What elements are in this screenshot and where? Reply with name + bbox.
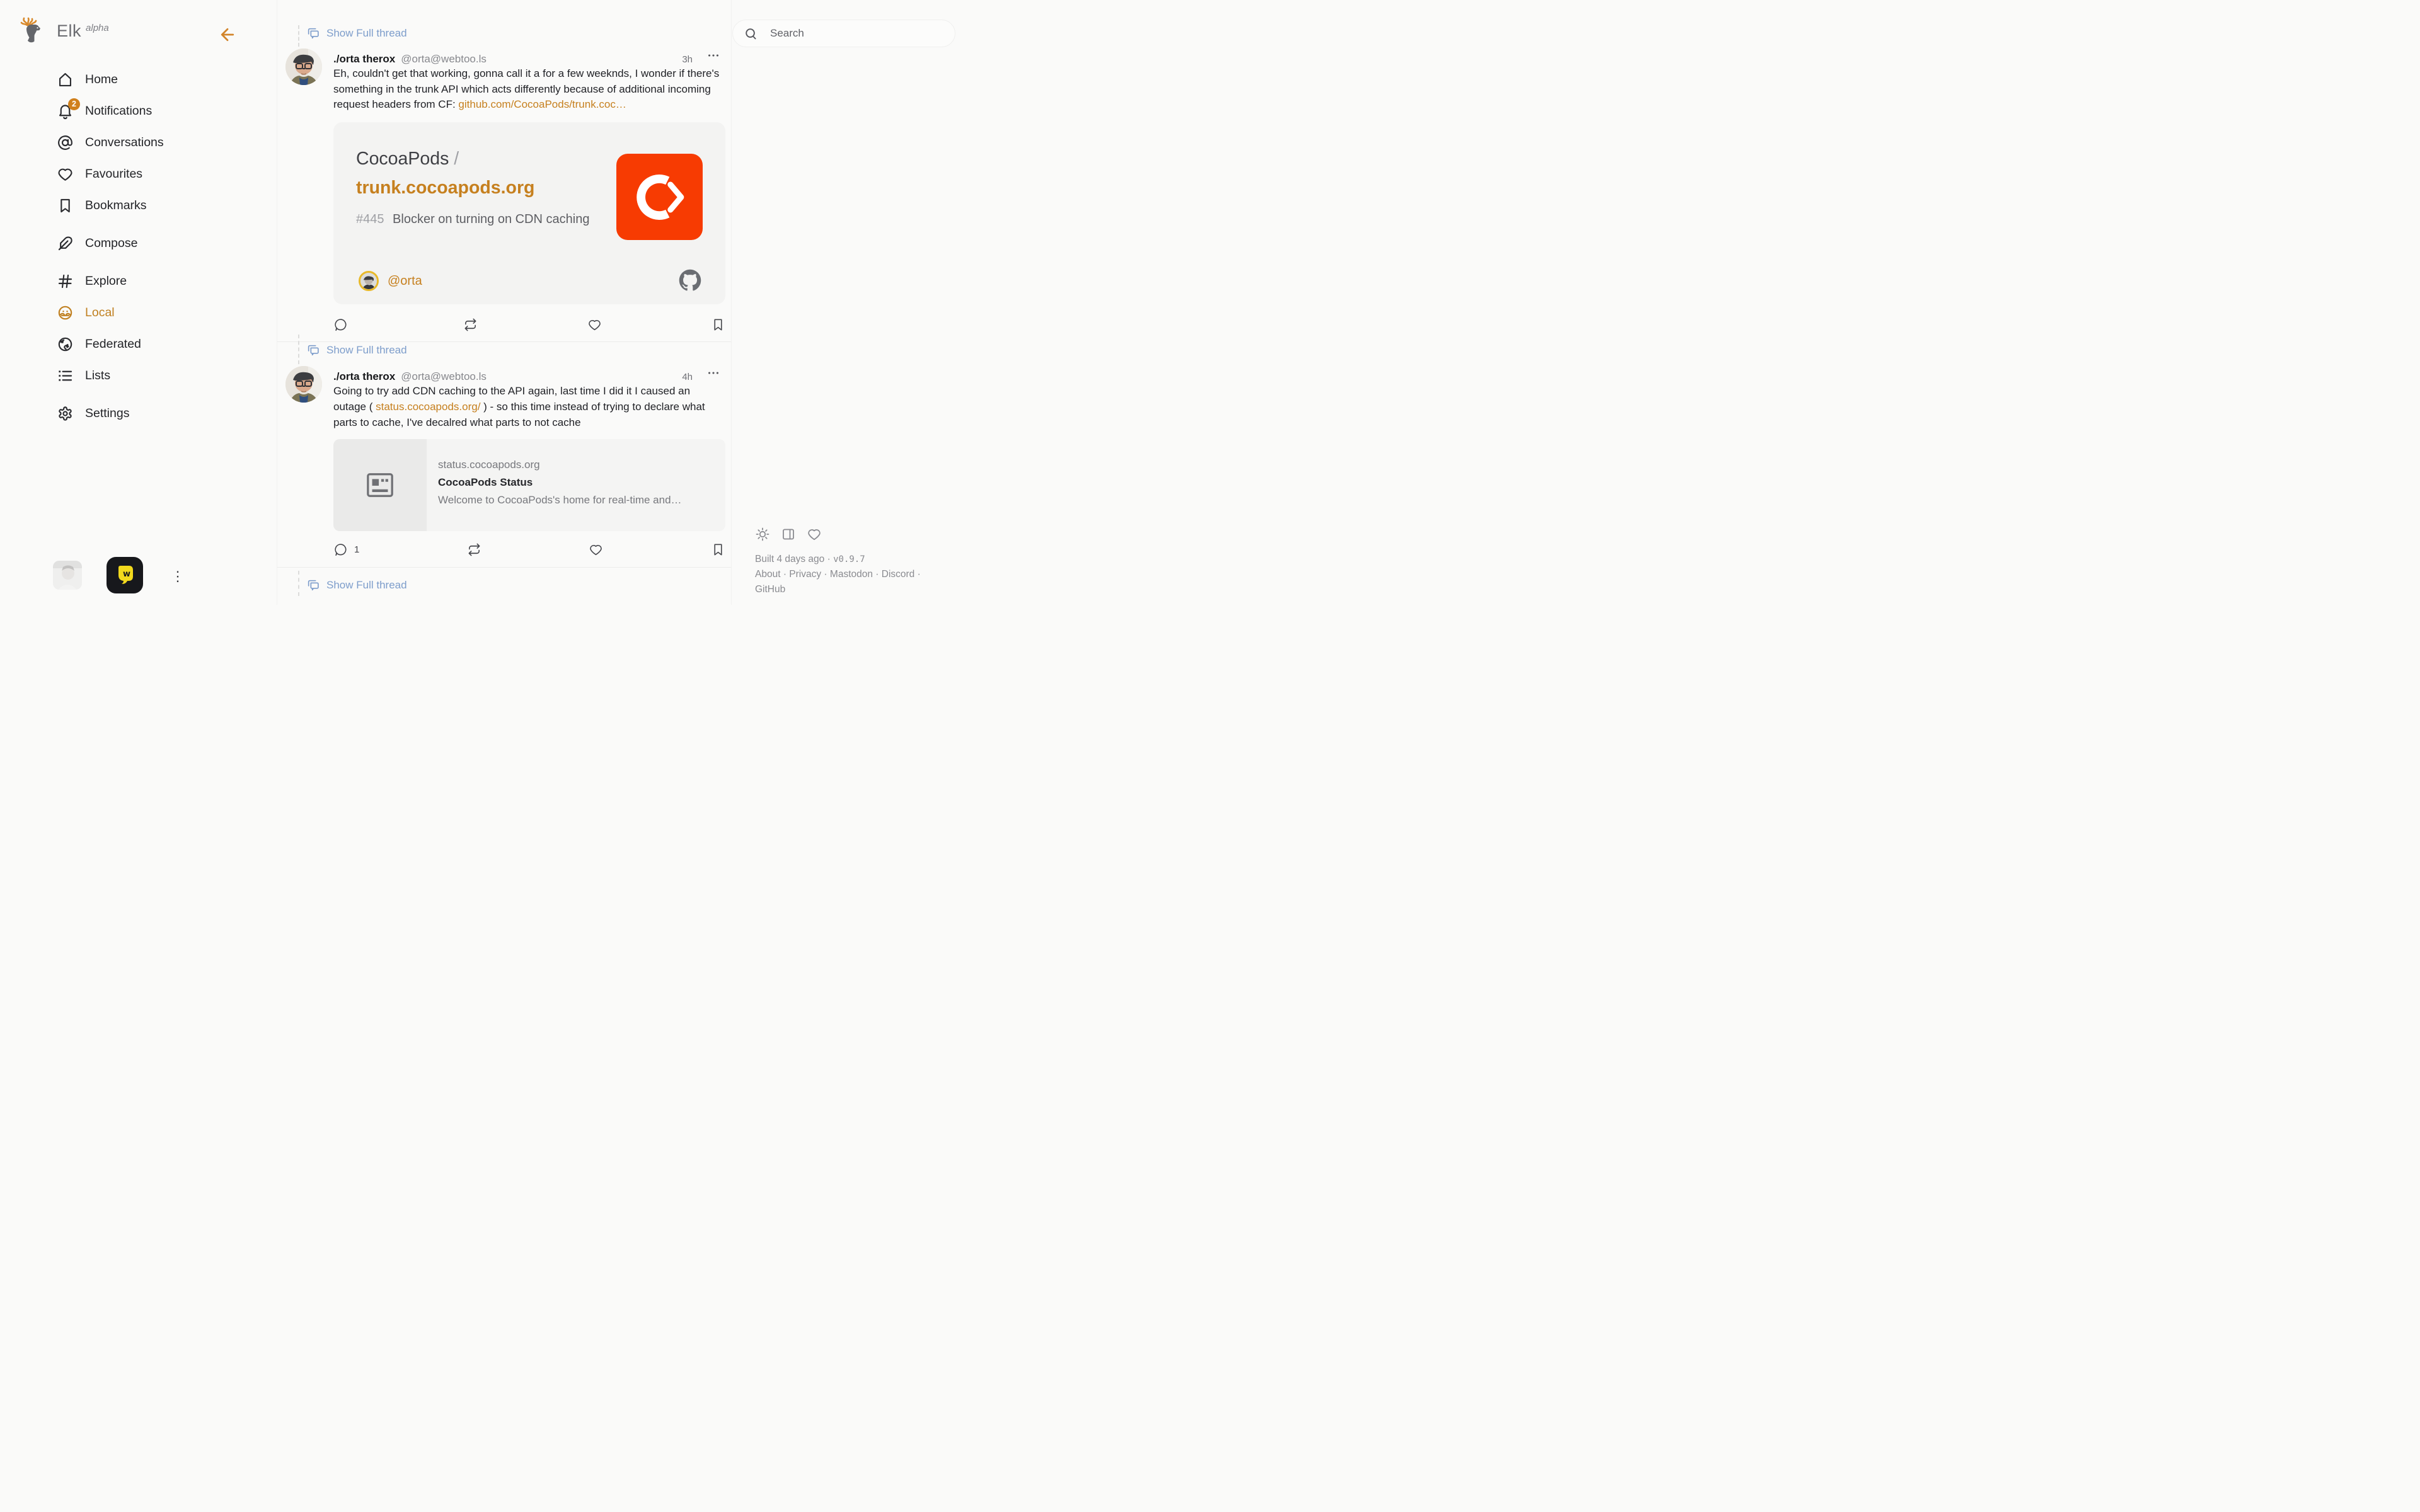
author-handle[interactable]: @orta@webtoo.ls <box>401 370 487 383</box>
ellipsis-icon <box>706 49 720 62</box>
search-bar[interactable] <box>732 20 955 47</box>
svg-text:w: w <box>122 570 131 579</box>
link-description: Welcome to CocoaPods's home for real-time and… <box>438 494 682 507</box>
post-actions <box>333 541 725 558</box>
elk-app <box>0 0 968 605</box>
app-version-badge: alpha <box>86 23 109 33</box>
footer-link-mastodon[interactable]: Mastodon <box>829 569 873 580</box>
footer-links: About · Privacy · Mastodon · Discord · GitHub <box>755 569 921 595</box>
post-body: Eh, couldn't get that working, gonna call it a for a few weeknds, I wonder if there's something in the trunk API which acts differently because of additional incoming request headers from CF: github.com/CocoaPods/trunk.coc… <box>333 67 720 111</box>
footer-icons <box>755 527 822 542</box>
collapse-sidebar-button[interactable] <box>218 25 237 44</box>
timeline <box>277 0 732 605</box>
thread-connector-dash <box>298 571 299 596</box>
favourite-button[interactable] <box>589 542 603 557</box>
cocoapods-trunk-logo <box>616 154 703 240</box>
app-version: v0.9.7 <box>833 554 865 564</box>
footer-link-about[interactable]: About <box>755 569 781 580</box>
sidebar-item-compose[interactable] <box>0 227 277 259</box>
issue-author-handle: @orta <box>388 273 422 288</box>
sidebar-item-settings[interactable] <box>0 398 277 429</box>
list-icon <box>57 367 74 384</box>
sidebar-item-bookmarks[interactable] <box>0 190 277 221</box>
thread-icon <box>306 26 320 40</box>
thread-icon <box>306 578 320 592</box>
show-full-thread-link[interactable] <box>277 342 407 358</box>
sidebar <box>0 0 277 605</box>
sidebar-item-home[interactable] <box>0 64 277 95</box>
post-time: 4h <box>682 372 693 383</box>
sidebar-item-label: Local <box>85 305 115 319</box>
home-icon <box>57 71 74 88</box>
sidebar-item-label: Home <box>85 72 118 86</box>
reply-button[interactable] <box>333 542 359 557</box>
elk-logo-icon <box>19 16 49 45</box>
search-input[interactable] <box>770 27 928 40</box>
sidebar-nav <box>0 64 277 429</box>
bookmark-icon <box>57 197 74 214</box>
people-icon <box>57 304 74 321</box>
repo-org: CocoaPods / <box>356 149 459 169</box>
link-title: CocoaPods Status <box>438 476 533 489</box>
avatar-photo <box>285 366 322 403</box>
boost-icon <box>467 542 481 557</box>
post-inline-link[interactable]: status.cocoapods.org/ <box>376 400 481 413</box>
author-avatar[interactable] <box>285 366 322 403</box>
hash-icon <box>57 273 74 290</box>
arrow-left-icon <box>218 25 237 44</box>
bell-icon <box>57 100 76 120</box>
favourite-button[interactable] <box>587 318 602 332</box>
author-name[interactable]: ./orta therox <box>333 53 396 65</box>
footer-link-github[interactable]: GitHub <box>755 583 786 595</box>
post-options-button[interactable] <box>706 366 720 380</box>
heart-icon <box>587 318 602 332</box>
repo-name: trunk.cocoapods.org <box>356 178 535 198</box>
at-icon <box>57 134 74 151</box>
sidebar-item-label: Bookmarks <box>85 198 147 212</box>
bookmark-icon <box>711 542 725 557</box>
sidebar-item-label: Federated <box>85 336 141 351</box>
instance-webtools-icon[interactable] <box>107 557 143 593</box>
post <box>277 342 731 568</box>
post-time: 3h <box>682 54 693 65</box>
sidebar-item-label: Notifications <box>85 103 153 118</box>
feather-icon <box>57 235 74 252</box>
sponsor-heart-icon[interactable] <box>807 527 822 542</box>
sidebar-item-label: Compose <box>85 236 138 250</box>
post-body: Going to try add CDN caching to the API again, last time I did it I caused an outage ( status.cocoapods.org/ ) - so this time instead of trying to declare what parts to cache, I've decalred what parts to not cache <box>333 385 705 428</box>
theme-toggle-sun-icon[interactable] <box>755 527 770 542</box>
sidebar-item-local[interactable] <box>0 297 277 328</box>
boost-icon <box>463 318 478 332</box>
bookmark-button[interactable] <box>711 542 725 557</box>
github-octocat-icon <box>679 269 701 292</box>
zen-mode-layout-icon[interactable] <box>781 527 796 542</box>
notification-count-badge: 2 <box>68 98 80 110</box>
sidebar-item-label: Favourites <box>85 166 143 181</box>
github-link-preview-card[interactable] <box>333 122 725 304</box>
app-name: Elk <box>57 21 82 40</box>
app-logo[interactable] <box>19 16 109 45</box>
boost-button[interactable] <box>463 318 478 332</box>
thread-connector-dash <box>298 25 299 47</box>
thread-label: Show Full thread <box>326 27 407 39</box>
author-handle[interactable]: @orta@webtoo.ls <box>401 53 487 65</box>
reply-icon <box>333 318 348 332</box>
sidebar-item-label: Settings <box>85 406 130 420</box>
ellipsis-icon <box>706 366 720 380</box>
link-preview-thumbnail <box>333 439 427 531</box>
footer-text <box>755 552 952 597</box>
avatar-photo <box>285 49 322 85</box>
bookmark-button[interactable] <box>711 318 725 332</box>
bookmark-icon <box>711 318 725 332</box>
mastodon-instance-logo <box>112 563 137 588</box>
globe-icon <box>57 336 74 353</box>
thread-icon <box>306 343 320 357</box>
post-options-button[interactable] <box>706 49 720 62</box>
footer-link-discord[interactable]: Discord <box>881 569 915 580</box>
issue-title: #445 Blocker on turning on CDN caching <box>356 212 590 227</box>
issue-author-avatar <box>359 271 379 291</box>
heart-icon <box>589 542 603 557</box>
more-menu-kebab[interactable]: ⋮ <box>169 566 187 586</box>
sidebar-item-notifications[interactable] <box>0 95 277 127</box>
article-icon <box>366 471 395 499</box>
post-divider <box>277 567 731 568</box>
reply-count: 1 <box>354 544 360 555</box>
gear-icon <box>57 405 74 422</box>
reply-icon <box>333 542 348 557</box>
post <box>277 25 731 342</box>
sidebar-item-label: Conversations <box>85 135 164 149</box>
sidebar-item-federated[interactable] <box>0 328 277 360</box>
thread-connector-dash <box>298 335 299 364</box>
sidebar-item-conversations[interactable] <box>0 127 277 158</box>
boost-button[interactable] <box>467 542 481 557</box>
search-icon <box>744 26 758 41</box>
author-name[interactable]: ./orta therox <box>333 370 396 383</box>
author-avatar[interactable] <box>285 49 322 85</box>
reply-button[interactable] <box>333 318 354 332</box>
sidebar-item-lists[interactable] <box>0 360 277 391</box>
show-full-thread-link[interactable] <box>277 577 407 593</box>
link-preview-card[interactable] <box>333 439 725 531</box>
build-info <box>755 552 952 567</box>
footer-link-privacy[interactable]: Privacy <box>789 569 822 580</box>
sidebar-item-label: Lists <box>85 368 111 382</box>
separator: · <box>827 554 831 564</box>
link-domain: status.cocoapods.org <box>438 459 540 471</box>
heart-icon <box>57 166 74 183</box>
show-full-thread-link[interactable] <box>277 25 407 42</box>
build-time: Built 4 days ago <box>755 554 825 564</box>
sidebar-item-favourites[interactable] <box>0 158 277 190</box>
thread-label: Show Full thread <box>326 344 407 357</box>
sidebar-item-explore[interactable] <box>0 265 277 297</box>
sidebar-item-label: Explore <box>85 273 127 288</box>
thread-label: Show Full thread <box>326 579 407 592</box>
avatar-photo <box>53 561 82 590</box>
post-actions <box>333 316 725 333</box>
post-inline-link[interactable]: github.com/CocoaPods/trunk.coc… <box>458 98 626 111</box>
secondary-account-avatar[interactable] <box>53 561 82 590</box>
right-column <box>732 0 968 605</box>
